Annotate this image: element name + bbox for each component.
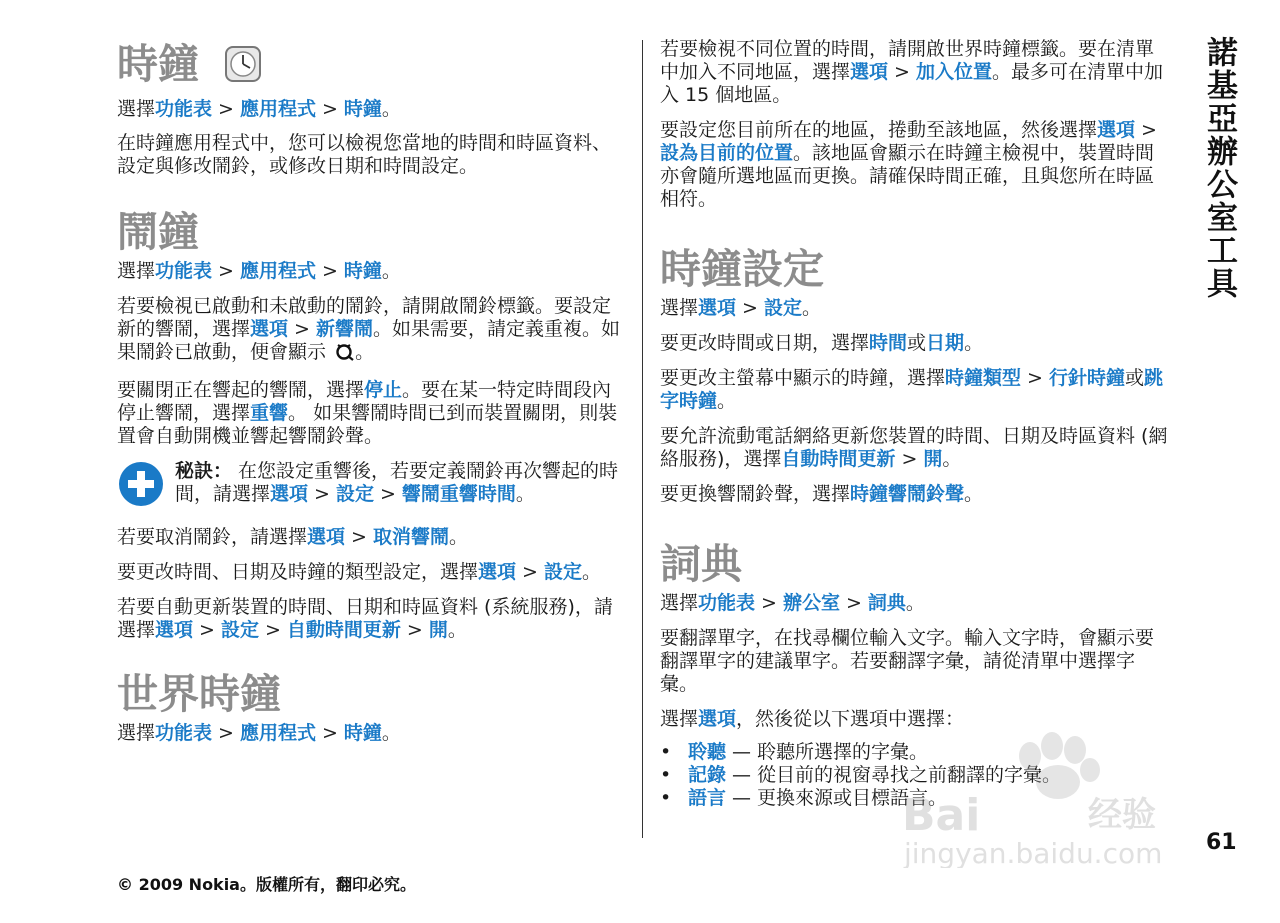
- path-separator: >: [522, 561, 538, 583]
- path-separator: >: [321, 260, 338, 282]
- clock-heading-row: [117, 38, 627, 90]
- set-current-location-link: 設為目前的位置: [660, 142, 794, 164]
- path-separator: >: [379, 483, 396, 505]
- listen-label: 聆聽: [688, 741, 727, 763]
- column-divider: [642, 40, 643, 838]
- watermark-brand: Bai: [902, 790, 981, 841]
- date-link: 日期: [926, 332, 965, 354]
- cancel-alarm-link: 取消響鬧: [372, 526, 449, 548]
- path-separator: >: [321, 722, 338, 744]
- option-desc: 從目前的視窗尋找之前翻譯的字彙。: [757, 764, 1062, 786]
- path-separator: >: [218, 260, 234, 282]
- bullet: •: [660, 787, 672, 809]
- path-separator: >: [901, 448, 918, 470]
- on-link: 開: [428, 619, 448, 641]
- dash: —: [732, 787, 752, 809]
- auto-time-update-link: 自動時間更新: [286, 619, 401, 641]
- path-separator: >: [218, 722, 234, 744]
- alarm-paragraph-3: [117, 526, 627, 549]
- snooze-time-link: 響鬧重響時間: [401, 483, 516, 505]
- path-separator: >: [1027, 367, 1043, 389]
- settings-p2-text2: 或: [1124, 367, 1144, 389]
- settings-path-pre: 選擇: [660, 297, 699, 319]
- alarm-p4-end: 。: [581, 561, 601, 583]
- page-number: 61: [1206, 830, 1237, 855]
- time-link: 時間: [869, 332, 908, 354]
- tip-end: 。: [515, 483, 535, 505]
- clock-link: 時鐘: [343, 260, 382, 282]
- alarm-p3-text1: 若要取消鬧鈴，請選擇: [117, 526, 308, 548]
- alarm-p2-text1: 要關閉正在響起的響鬧，選擇: [117, 379, 365, 401]
- applications-link: 應用程式: [239, 260, 316, 282]
- world-paragraph-1: [660, 38, 1172, 107]
- path-separator: >: [1141, 119, 1157, 141]
- alarm-path-pre: 選擇: [117, 260, 156, 282]
- options-link: 選項: [1097, 119, 1136, 141]
- applications-link: 應用程式: [239, 98, 316, 120]
- path-separator: >: [406, 619, 423, 641]
- menu-link: 功能表: [155, 722, 213, 744]
- options-link: 選項: [250, 318, 289, 340]
- clock-intro: 在時鐘應用程式中，您可以檢視您當地的時間和時區資料、設定與修改鬧鈴，或修改日期和時間設定。: [117, 132, 612, 177]
- settings-p2-text1: 要更改主螢幕中顯示的時鐘，選擇: [660, 367, 946, 389]
- menu-link: 功能表: [698, 592, 756, 614]
- copyright-footer: © 2009 Nokia。版權所有，翻印必究。: [117, 875, 416, 894]
- office-link: 辦公室: [782, 592, 840, 614]
- settings-paragraph-1: [660, 332, 1172, 355]
- alarm-title: 鬧鐘: [117, 208, 199, 256]
- world-path-pre: 選擇: [117, 722, 156, 744]
- settings-paragraph-2: [660, 367, 1172, 413]
- option-desc: 聆聽所選擇的字彙。: [757, 741, 929, 763]
- options-link: 選項: [307, 526, 346, 548]
- alarm-path: [117, 260, 627, 283]
- path-separator: >: [321, 98, 338, 120]
- menu-link: 功能表: [155, 260, 213, 282]
- options-link: 選項: [270, 483, 309, 505]
- settings-link: 設定: [543, 561, 582, 583]
- path-separator: >: [294, 318, 310, 340]
- dict-p2-text2: ，然後從以下選項中選擇：: [736, 708, 965, 730]
- left-column: [117, 38, 627, 745]
- alarm-tone-link: 時鐘響鬧鈴聲: [850, 483, 965, 505]
- settings-link: 設定: [763, 297, 802, 319]
- path-separator: >: [894, 61, 910, 83]
- new-alarm-link: 新響鬧: [315, 318, 373, 340]
- clock-link: 時鐘: [343, 98, 382, 120]
- bullet: •: [660, 764, 672, 786]
- options-link: 選項: [698, 708, 737, 730]
- alarm-paragraph-2: [117, 379, 627, 448]
- settings-p3-end: 。: [942, 448, 962, 470]
- alarm-p4-text1: 要更改時間、日期及時鐘的類型設定，選擇: [117, 561, 479, 583]
- sidebar-title: 諾基亞辦公室工具: [1201, 36, 1237, 300]
- alarm-p2-text2: 。要在某一特定時間段內停止響鬧，選擇: [117, 379, 612, 424]
- settings-paragraph-3: [660, 425, 1172, 471]
- dash: —: [732, 764, 752, 786]
- alarm-icon: [335, 343, 355, 367]
- alarm-paragraph-1: [117, 295, 627, 367]
- chapter-sidebar: [1196, 36, 1244, 306]
- settings-p1-end: 。: [964, 332, 984, 354]
- auto-time-update-link: 自動時間更新: [781, 448, 896, 470]
- option-desc: 更換來源或目標語言。: [757, 787, 948, 809]
- dictionary-link: 詞典: [867, 592, 906, 614]
- dict-path-pre: 選擇: [660, 592, 699, 614]
- baidu-watermark: [900, 718, 1220, 868]
- clock-icon: [223, 44, 263, 84]
- bullet: •: [660, 741, 672, 763]
- analog-clock-link: 行針時鐘: [1048, 367, 1125, 389]
- settings-path-end: 。: [801, 297, 821, 319]
- tip-heading: 秘訣：: [175, 460, 233, 482]
- settings-p4-text1: 要更換響鬧鈴聲，選擇: [660, 483, 851, 505]
- alarm-path-end: 。: [381, 260, 401, 282]
- right-column: [660, 38, 1172, 810]
- world-p2-text2: 。該地區會顯示在時鐘主檢視中，裝置時間亦會隨所選地區而更換。請確保時間正確，且與您所在時區相符。: [660, 142, 1155, 210]
- path-separator: >: [264, 619, 281, 641]
- tip-text: [175, 460, 627, 506]
- world-p2-text1: 要設定您目前所在的地區，捲動至該地區，然後選擇: [660, 119, 1098, 141]
- settings-link: 設定: [220, 619, 259, 641]
- tip-text1: 在您設定重響後，若要定義鬧鈴再次響起的時間，請選擇: [175, 460, 619, 505]
- stop-link: 停止: [364, 379, 403, 401]
- options-link: 選項: [698, 297, 737, 319]
- alarm-p2-text3: 。 如果響鬧時間已到而裝置關閉，則裝置會自動開機並響起響鬧鈴聲。: [117, 402, 618, 447]
- dictionary-title: 詞典: [660, 540, 742, 588]
- options-link: 選項: [850, 61, 889, 83]
- tip-box: [117, 460, 627, 508]
- world-paragraph-2: [660, 119, 1172, 211]
- snooze-link: 重響: [250, 402, 289, 424]
- path-separator: >: [761, 592, 777, 614]
- alarm-p5-text1: 若要自動更新裝置的時間、日期和時區資料 (系統服務)，請選擇: [117, 596, 613, 641]
- path-separator: >: [199, 619, 215, 641]
- alarm-paragraph-5: [117, 596, 627, 642]
- path-separator: >: [742, 297, 758, 319]
- settings-p4-end: 。: [964, 483, 984, 505]
- clock-path-end: 。: [381, 98, 401, 120]
- clock-link: 時鐘: [343, 722, 382, 744]
- path-separator: >: [218, 98, 234, 120]
- world-path-end: 。: [381, 722, 401, 744]
- settings-p1-text1: 要更改時間或日期，選擇: [660, 332, 870, 354]
- options-link: 選項: [478, 561, 517, 583]
- world-p1-text1: 若要檢視不同位置的時間，請開啟世界時鐘標籤。要在清單中加入不同地區，選擇: [660, 38, 1155, 83]
- settings-path: [660, 297, 1172, 320]
- history-label: 記錄: [688, 764, 727, 786]
- alarm-paragraph-4: [117, 561, 627, 584]
- alarm-p3-end: 。: [448, 526, 468, 548]
- clock-title: 時鐘: [117, 40, 199, 88]
- settings-link: 設定: [335, 483, 374, 505]
- watermark-brand-cn: 经验: [1088, 795, 1156, 835]
- options-link: 選項: [155, 619, 194, 641]
- clock-path: [117, 98, 627, 121]
- digital-clock-link: 跳字時鐘: [660, 367, 1163, 412]
- settings-paragraph-4: [660, 483, 1172, 506]
- settings-p1-text2: 或: [907, 332, 927, 354]
- plus-circle-icon: [117, 460, 165, 508]
- settings-p2-end: 。: [717, 390, 737, 412]
- alarm-p1-text2: 。如果需要，請定義重複。如果鬧鈴已啟動，便會顯示: [117, 318, 620, 363]
- world-clock-title: 世界時鐘: [117, 670, 281, 718]
- settings-p3-text1: 要允許流動電話網絡更新您裝置的時間、日期及時區資料 (網絡服務)，選擇: [660, 425, 1168, 470]
- path-separator: >: [351, 526, 367, 548]
- clock-settings-title: 時鐘設定: [660, 245, 824, 293]
- path-separator: >: [314, 483, 330, 505]
- clock-path-pre: 選擇: [117, 98, 156, 120]
- dash: —: [732, 741, 752, 763]
- add-location-link: 加入位置: [915, 61, 992, 83]
- dict-path-end: 。: [905, 592, 925, 614]
- dictionary-paragraph-1: 要翻譯單字，在找尋欄位輸入文字。輸入文字時，會顯示要翻譯單字的建議單字。若要翻譯字彙，請從清單中選擇字彙。: [660, 627, 1155, 695]
- menu-link: 功能表: [155, 98, 213, 120]
- dict-p2-text1: 選擇: [660, 708, 699, 730]
- world-p1-text2: 。最多可在清單中加入 15 個地區。: [660, 61, 1163, 106]
- applications-link: 應用程式: [239, 722, 316, 744]
- alarm-p1-text3: 。: [355, 341, 375, 363]
- alarm-p1-text1: 若要檢視已啟動和未啟動的鬧鈴，請開啟鬧鈴標籤。要設定新的響鬧，選擇: [117, 295, 612, 340]
- languages-label: 語言: [688, 787, 727, 809]
- path-separator: >: [845, 592, 862, 614]
- clock-type-link: 時鐘類型: [945, 367, 1022, 389]
- on-link: 開: [923, 448, 943, 470]
- world-clock-path: [117, 722, 627, 745]
- dictionary-path: [660, 592, 1172, 615]
- alarm-p5-end: 。: [447, 619, 467, 641]
- watermark-url: jingyan.baidu.com: [904, 837, 1163, 868]
